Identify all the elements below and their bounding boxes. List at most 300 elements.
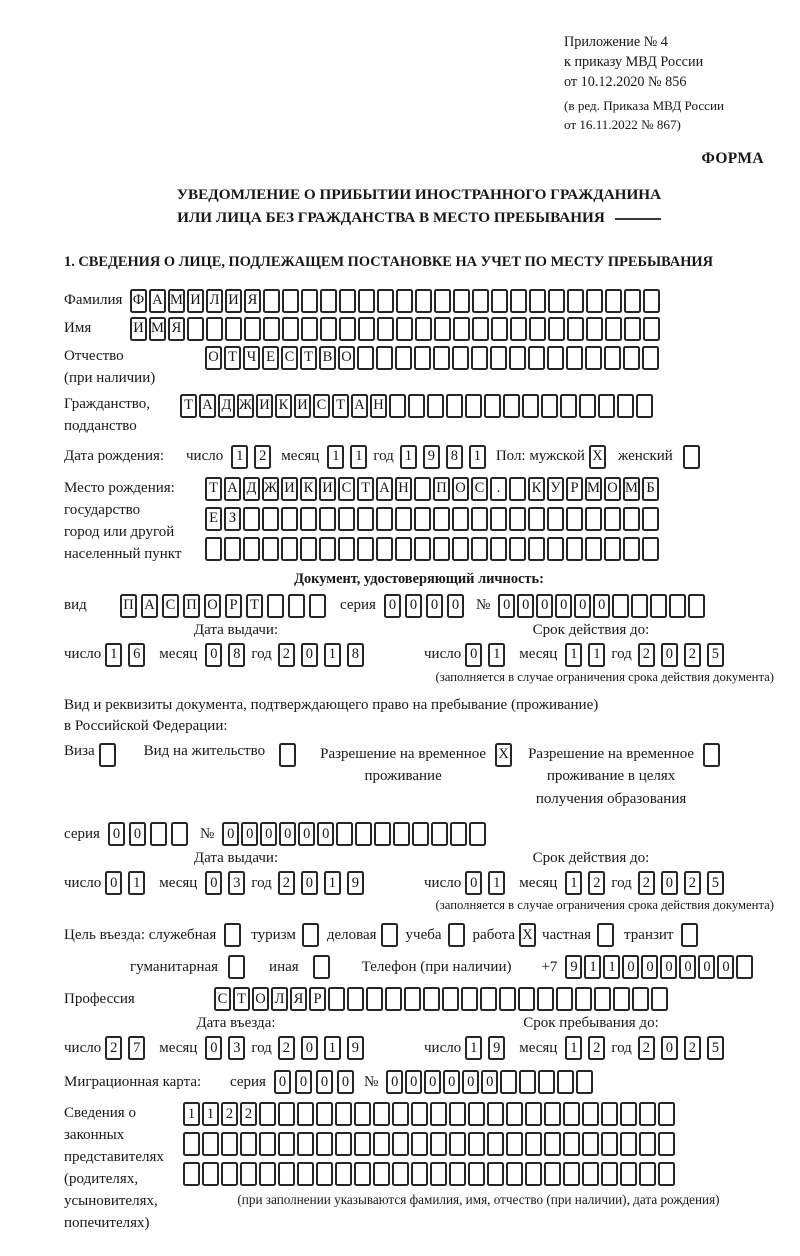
temp-permit-edu-label-line3: получения образования bbox=[535, 790, 687, 807]
char-cell: 2 bbox=[221, 1102, 238, 1126]
char-cell bbox=[510, 317, 527, 341]
char-cell bbox=[566, 346, 583, 370]
char-cell bbox=[525, 1162, 542, 1186]
char-cell bbox=[187, 317, 204, 341]
permit-dates-block bbox=[64, 850, 774, 921]
char-cell bbox=[563, 1162, 580, 1186]
char-cell bbox=[560, 394, 577, 418]
purpose-work-label: работа bbox=[472, 926, 516, 943]
char-cell: И bbox=[281, 477, 298, 501]
doc-expiry-day-cells bbox=[465, 643, 511, 667]
doc-issue-col bbox=[64, 622, 408, 693]
char-cell bbox=[601, 1102, 618, 1126]
char-cell bbox=[408, 394, 425, 418]
section1-title: 1. СВЕДЕНИЯ О ЛИЦЕ, ПОДЛЕЖАЩЕМ ПОСТАНОВКЕ НА УЧЕТ ПО МЕСТУ ПРЕБЫВАНИЯ bbox=[64, 253, 713, 270]
char-cell bbox=[319, 537, 336, 561]
entry-dates-block bbox=[64, 1015, 774, 1060]
char-cell bbox=[389, 394, 406, 418]
char-cell: И bbox=[294, 394, 311, 418]
char-cell: 0 bbox=[717, 955, 734, 979]
char-cell: А bbox=[224, 477, 241, 501]
purpose-humanitarian-label: гуманитарная bbox=[130, 958, 219, 975]
header-line: от 10.12.2020 № 856 bbox=[564, 74, 687, 91]
char-cell bbox=[669, 594, 686, 618]
representatives-row3-cells bbox=[183, 1162, 774, 1186]
day-label: число bbox=[186, 448, 224, 465]
birthplace-block bbox=[64, 477, 774, 567]
purpose-row bbox=[64, 923, 774, 947]
char-cell bbox=[309, 594, 326, 618]
char-cell: 0 bbox=[447, 594, 464, 618]
char-cell: Л bbox=[271, 987, 288, 1011]
doc-issue-day-cells bbox=[105, 643, 151, 667]
char-cell: 9 bbox=[423, 445, 440, 469]
char-cell bbox=[639, 1132, 656, 1156]
form-title-line1: УВЕДОМЛЕНИЕ О ПРИБЫТИИ ИНОСТРАННОГО ГРАЖДАНИНА bbox=[176, 185, 662, 203]
char-cell bbox=[183, 1132, 200, 1156]
surname-cells bbox=[130, 289, 662, 313]
char-cell bbox=[224, 537, 241, 561]
char-cell bbox=[624, 289, 641, 313]
char-cell bbox=[576, 1070, 593, 1094]
char-cell bbox=[377, 289, 394, 313]
permit-issue-month-cells bbox=[205, 871, 251, 895]
char-cell bbox=[650, 594, 667, 618]
permit-series-cells bbox=[108, 822, 192, 846]
char-cell: С bbox=[214, 987, 231, 1011]
char-cell bbox=[468, 1102, 485, 1126]
char-cell: 0 bbox=[108, 822, 125, 846]
permit-issue-header: Дата выдачи: bbox=[193, 850, 279, 867]
char-cell bbox=[604, 346, 621, 370]
char-cell bbox=[582, 1132, 599, 1156]
char-cell: 1 bbox=[603, 955, 620, 979]
phone-label: Телефон (при наличии) bbox=[361, 958, 512, 975]
char-cell: Т bbox=[205, 477, 222, 501]
char-cell bbox=[525, 1102, 542, 1126]
char-cell bbox=[376, 507, 393, 531]
phone-prefix: +7 bbox=[541, 958, 558, 975]
doc-issue-month-cells bbox=[205, 643, 251, 667]
citizenship-cells bbox=[180, 394, 655, 418]
char-cell: И bbox=[256, 394, 273, 418]
purpose-private-label: частная bbox=[542, 926, 592, 943]
char-cell bbox=[358, 289, 375, 313]
char-cell bbox=[639, 1102, 656, 1126]
char-cell: 0 bbox=[698, 955, 715, 979]
char-cell: 2 bbox=[105, 1036, 122, 1060]
char-cell bbox=[503, 394, 520, 418]
char-cell bbox=[297, 1162, 314, 1186]
char-cell bbox=[319, 507, 336, 531]
representatives-label-line3: представителях bbox=[64, 1149, 164, 1166]
char-cell bbox=[490, 507, 507, 531]
char-cell: Я bbox=[244, 289, 261, 313]
char-cell bbox=[491, 289, 508, 313]
char-cell bbox=[563, 1132, 580, 1156]
char-cell bbox=[547, 507, 564, 531]
temp-permit-checkbox bbox=[495, 743, 514, 767]
form-label: ФОРМА bbox=[701, 149, 764, 167]
char-cell bbox=[339, 289, 356, 313]
char-cell bbox=[355, 822, 372, 846]
char-cell bbox=[313, 955, 330, 979]
char-cell: Т bbox=[224, 346, 241, 370]
char-cell bbox=[404, 987, 421, 1011]
char-cell bbox=[411, 1162, 428, 1186]
char-cell bbox=[528, 537, 545, 561]
char-cell: 1 bbox=[183, 1102, 200, 1126]
char-cell bbox=[183, 1162, 200, 1186]
char-cell: 0 bbox=[641, 955, 658, 979]
char-cell bbox=[631, 594, 648, 618]
char-cell bbox=[453, 317, 470, 341]
month-label: месяц bbox=[159, 1039, 198, 1056]
char-cell: А bbox=[141, 594, 158, 618]
char-cell: 0 bbox=[301, 871, 318, 895]
char-cell: З bbox=[224, 507, 241, 531]
char-cell: 1 bbox=[469, 445, 486, 469]
char-cell bbox=[642, 507, 659, 531]
char-cell: 1 bbox=[327, 445, 344, 469]
char-cell bbox=[575, 987, 592, 1011]
char-cell bbox=[490, 537, 507, 561]
char-cell bbox=[301, 317, 318, 341]
char-cell: Р bbox=[225, 594, 242, 618]
char-cell bbox=[529, 317, 546, 341]
patronymic-cells bbox=[205, 346, 661, 370]
char-cell bbox=[452, 346, 469, 370]
char-cell bbox=[461, 987, 478, 1011]
patronymic-label-line2: (при наличии) bbox=[64, 369, 156, 386]
char-cell bbox=[392, 1162, 409, 1186]
char-cell: А bbox=[199, 394, 216, 418]
char-cell bbox=[395, 346, 412, 370]
char-cell bbox=[465, 394, 482, 418]
char-cell bbox=[509, 346, 526, 370]
char-cell bbox=[202, 1132, 219, 1156]
char-cell bbox=[449, 1102, 466, 1126]
char-cell: 2 bbox=[240, 1102, 257, 1126]
char-cell bbox=[449, 1132, 466, 1156]
surname-label: Фамилия bbox=[64, 292, 123, 309]
char-cell bbox=[316, 1102, 333, 1126]
char-cell bbox=[547, 346, 564, 370]
doc-expiry-note: (заполняется в случае ограничения срока действия документа) bbox=[435, 669, 774, 684]
char-cell: 1 bbox=[324, 1036, 341, 1060]
char-cell: О bbox=[452, 477, 469, 501]
temp-permit-edu-label-line1: Разрешение на временное bbox=[528, 745, 695, 762]
char-cell: И bbox=[319, 477, 336, 501]
char-cell: 0 bbox=[424, 1070, 441, 1094]
doc-number-cells bbox=[498, 594, 707, 618]
residence-checkbox bbox=[279, 743, 298, 767]
year-label: год bbox=[611, 646, 632, 663]
doc-series-label: серия bbox=[340, 597, 376, 614]
surname-row bbox=[64, 289, 774, 313]
char-cell bbox=[392, 1102, 409, 1126]
char-cell: Я bbox=[290, 987, 307, 1011]
temp-permit-edu-label-line2: проживание в целях bbox=[546, 768, 676, 785]
char-cell: 2 bbox=[638, 643, 655, 667]
char-cell: 0 bbox=[661, 1036, 678, 1060]
char-cell bbox=[336, 822, 353, 846]
purpose-official-checkbox bbox=[224, 923, 243, 947]
char-cell: 1 bbox=[105, 643, 122, 667]
day-label: число bbox=[64, 1039, 102, 1056]
char-cell bbox=[509, 537, 526, 561]
char-cell: 0 bbox=[205, 871, 222, 895]
representatives-note: (при заполнении указываются фамилия, имя, отчество (при наличии), дата рождения) bbox=[237, 1192, 720, 1208]
char-cell: 9 bbox=[565, 955, 582, 979]
char-cell bbox=[452, 507, 469, 531]
doc-issue-header: Дата выдачи: bbox=[193, 621, 279, 638]
char-cell: 5 bbox=[707, 871, 724, 895]
char-cell bbox=[259, 1102, 276, 1126]
stay-year-cells bbox=[638, 1036, 730, 1060]
char-cell bbox=[487, 1132, 504, 1156]
char-cell bbox=[585, 537, 602, 561]
day-label: число bbox=[64, 874, 102, 891]
char-cell: С bbox=[338, 477, 355, 501]
char-cell bbox=[604, 507, 621, 531]
char-cell bbox=[471, 507, 488, 531]
char-cell: 0 bbox=[384, 594, 401, 618]
char-cell: 1 bbox=[565, 1036, 582, 1060]
char-cell: . bbox=[490, 477, 507, 501]
char-cell: 0 bbox=[386, 1070, 403, 1094]
char-cell bbox=[491, 317, 508, 341]
char-cell: 2 bbox=[278, 643, 295, 667]
birth-day-cells bbox=[231, 445, 277, 469]
doc-expiry-month-cells bbox=[565, 643, 611, 667]
representatives-label-line5: усыновителях, bbox=[64, 1193, 158, 1210]
char-cell: 2 bbox=[684, 1036, 701, 1060]
char-cell bbox=[449, 1162, 466, 1186]
char-cell bbox=[357, 346, 374, 370]
char-cell: 1 bbox=[350, 445, 367, 469]
char-cell bbox=[544, 1102, 561, 1126]
char-cell bbox=[528, 507, 545, 531]
char-cell bbox=[338, 537, 355, 561]
char-cell: 0 bbox=[465, 643, 482, 667]
char-cell: 0 bbox=[316, 1070, 333, 1094]
char-cell bbox=[636, 394, 653, 418]
char-cell bbox=[395, 537, 412, 561]
char-cell: Р bbox=[309, 987, 326, 1011]
representatives-cells-stack bbox=[183, 1102, 774, 1208]
char-cell: Р bbox=[566, 477, 583, 501]
given-name-row bbox=[64, 317, 774, 341]
char-cell: 0 bbox=[405, 1070, 422, 1094]
char-cell bbox=[605, 317, 622, 341]
char-cell: П bbox=[433, 477, 450, 501]
char-cell: 0 bbox=[105, 871, 122, 895]
char-cell bbox=[566, 507, 583, 531]
temp-permit-label-line1: Разрешение на временное bbox=[320, 745, 487, 762]
char-cell bbox=[99, 743, 116, 767]
migcard-number-label: № bbox=[363, 1073, 379, 1090]
char-cell bbox=[301, 289, 318, 313]
stay-month-cells bbox=[565, 1036, 611, 1060]
char-cell bbox=[448, 923, 465, 947]
permit-issue-year-cells bbox=[278, 871, 370, 895]
purpose-study-checkbox bbox=[448, 923, 467, 947]
char-cell bbox=[582, 1102, 599, 1126]
char-cell bbox=[509, 477, 526, 501]
char-cell: Ж bbox=[262, 477, 279, 501]
purpose-other-checkbox bbox=[313, 955, 332, 979]
char-cell bbox=[354, 1162, 371, 1186]
char-cell bbox=[598, 394, 615, 418]
purpose-study-label: учеба bbox=[405, 926, 442, 943]
char-cell bbox=[624, 317, 641, 341]
char-cell bbox=[228, 955, 245, 979]
month-label: месяц bbox=[159, 874, 198, 891]
char-cell bbox=[300, 507, 317, 531]
char-cell bbox=[529, 289, 546, 313]
doc-type-label: вид bbox=[64, 597, 87, 614]
char-cell bbox=[434, 289, 451, 313]
char-cell bbox=[537, 987, 554, 1011]
char-cell bbox=[658, 1162, 675, 1186]
given-name-label: Имя bbox=[64, 320, 92, 337]
char-cell: 0 bbox=[660, 955, 677, 979]
char-cell bbox=[623, 537, 640, 561]
representatives-block bbox=[64, 1102, 774, 1234]
doc-series-cells bbox=[384, 594, 468, 618]
char-cell: Т bbox=[332, 394, 349, 418]
char-cell bbox=[468, 1132, 485, 1156]
char-cell bbox=[202, 1162, 219, 1186]
phone-cells bbox=[565, 955, 755, 979]
char-cell bbox=[433, 346, 450, 370]
char-cell bbox=[396, 317, 413, 341]
char-cell bbox=[586, 289, 603, 313]
profession-row bbox=[64, 987, 774, 1011]
char-cell bbox=[297, 1132, 314, 1156]
year-label: год bbox=[611, 874, 632, 891]
entry-year-cells bbox=[278, 1036, 370, 1060]
char-cell bbox=[469, 822, 486, 846]
char-cell: С bbox=[313, 394, 330, 418]
char-cell bbox=[302, 923, 319, 947]
char-cell bbox=[288, 594, 305, 618]
doc-number-label: № bbox=[475, 597, 491, 614]
char-cell bbox=[643, 317, 660, 341]
char-cell bbox=[651, 987, 668, 1011]
char-cell: 1 bbox=[324, 871, 341, 895]
char-cell bbox=[415, 317, 432, 341]
char-cell: О bbox=[338, 346, 355, 370]
birthplace-label-line2: государство bbox=[64, 501, 141, 518]
char-cell bbox=[358, 317, 375, 341]
header-line: (в ред. Приказа МВД России bbox=[564, 98, 725, 114]
citizenship-label bbox=[64, 393, 180, 437]
patronymic-label-line1: Отчество bbox=[64, 347, 124, 364]
char-cell bbox=[620, 1162, 637, 1186]
char-cell bbox=[541, 394, 558, 418]
char-cell bbox=[471, 346, 488, 370]
day-label: число bbox=[64, 646, 102, 663]
char-cell bbox=[446, 394, 463, 418]
day-label: число bbox=[424, 646, 462, 663]
char-cell bbox=[414, 346, 431, 370]
char-cell bbox=[259, 1132, 276, 1156]
char-cell bbox=[522, 394, 539, 418]
char-cell: 7 bbox=[128, 1036, 145, 1060]
char-cell bbox=[267, 594, 284, 618]
char-cell bbox=[373, 1162, 390, 1186]
char-cell bbox=[472, 317, 489, 341]
char-cell: 3 bbox=[228, 871, 245, 895]
char-cell: А bbox=[149, 289, 166, 313]
char-cell bbox=[243, 507, 260, 531]
char-cell bbox=[525, 1132, 542, 1156]
char-cell: Л bbox=[206, 289, 223, 313]
temp-permit-label bbox=[320, 743, 486, 788]
char-cell bbox=[300, 537, 317, 561]
char-cell bbox=[623, 507, 640, 531]
patronymic-row bbox=[64, 345, 774, 389]
char-cell: 1 bbox=[488, 871, 505, 895]
char-cell bbox=[639, 1162, 656, 1186]
char-cell bbox=[381, 923, 398, 947]
char-cell: И bbox=[130, 317, 147, 341]
char-cell bbox=[373, 1132, 390, 1156]
month-label: месяц bbox=[519, 1039, 558, 1056]
char-cell: Д bbox=[218, 394, 235, 418]
char-cell: У bbox=[547, 477, 564, 501]
purpose-transit-checkbox bbox=[681, 923, 700, 947]
year-label: год bbox=[251, 646, 272, 663]
year-label: год bbox=[251, 1039, 272, 1056]
char-cell bbox=[335, 1162, 352, 1186]
char-cell: 0 bbox=[661, 643, 678, 667]
char-cell bbox=[556, 987, 573, 1011]
char-cell bbox=[414, 477, 431, 501]
char-cell bbox=[279, 743, 296, 767]
char-cell bbox=[582, 1162, 599, 1186]
char-cell bbox=[335, 1102, 352, 1126]
char-cell: С bbox=[281, 346, 298, 370]
char-cell bbox=[471, 537, 488, 561]
citizenship-label-line2: подданство bbox=[64, 417, 137, 434]
migration-card-row bbox=[64, 1070, 774, 1094]
char-cell: С bbox=[162, 594, 179, 618]
day-label: число bbox=[424, 1039, 462, 1056]
char-cell bbox=[316, 1162, 333, 1186]
char-cell: П bbox=[120, 594, 137, 618]
permit-expiry-header: Срок действия до: bbox=[532, 850, 650, 867]
char-cell: М bbox=[623, 477, 640, 501]
char-cell: 1 bbox=[400, 445, 417, 469]
birthplace-row2-cells bbox=[205, 507, 661, 531]
char-cell bbox=[484, 394, 501, 418]
char-cell: Т bbox=[357, 477, 374, 501]
char-cell bbox=[320, 317, 337, 341]
char-cell bbox=[263, 317, 280, 341]
char-cell bbox=[338, 507, 355, 531]
char-cell: М bbox=[168, 289, 185, 313]
birthplace-label-line3: город или другой bbox=[64, 523, 175, 540]
char-cell: К bbox=[275, 394, 292, 418]
permit-number-cells bbox=[222, 822, 488, 846]
temp-permit-edu-label bbox=[528, 743, 694, 811]
stay-until-col bbox=[408, 1015, 774, 1060]
char-cell bbox=[658, 1132, 675, 1156]
migcard-series-cells bbox=[274, 1070, 358, 1094]
